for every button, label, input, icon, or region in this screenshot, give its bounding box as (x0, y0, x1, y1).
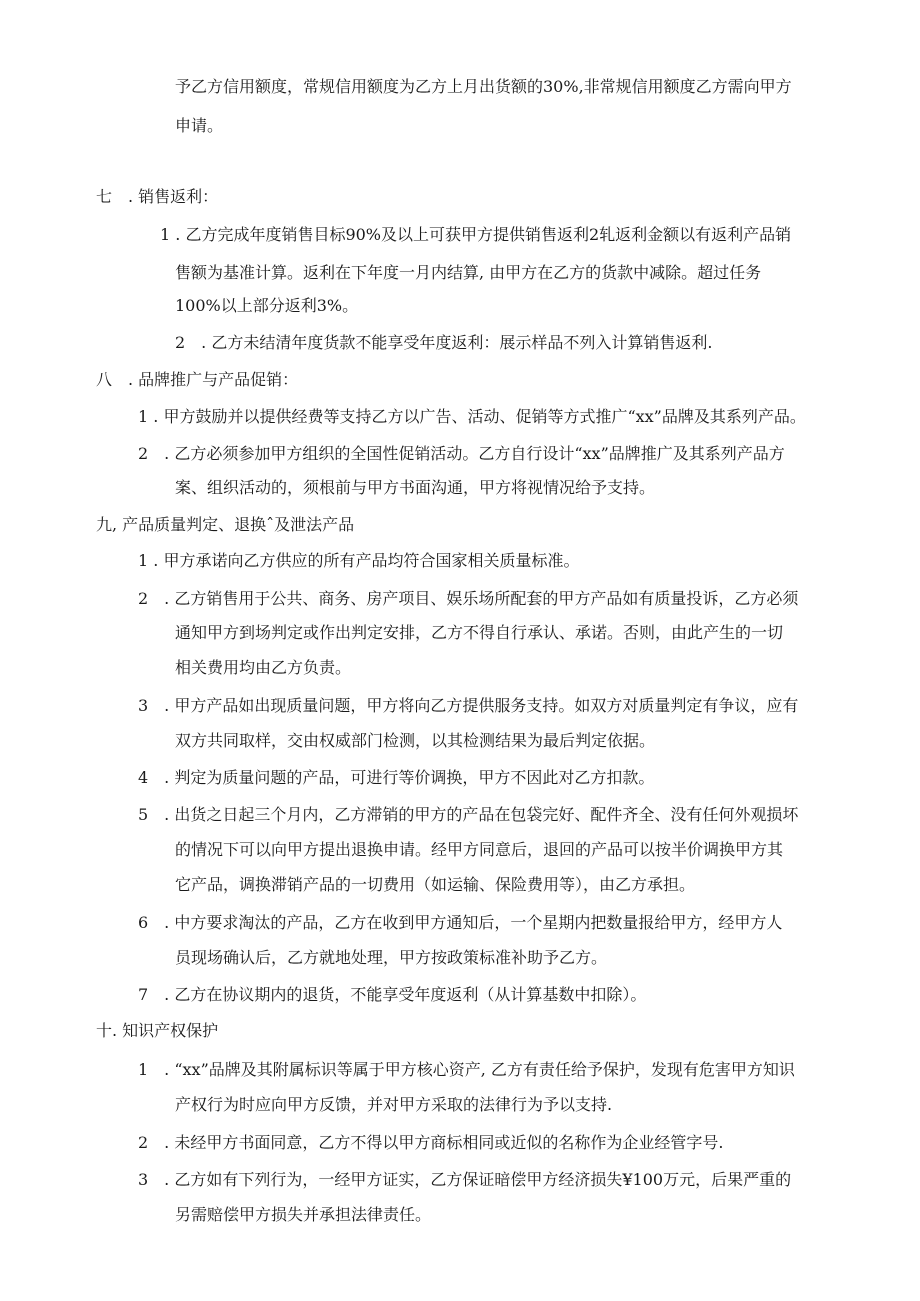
section-10-item-1-line-2: 产权行为时应向甲方反馈，并对甲方采取的法律行为予以支持. (175, 1095, 613, 1114)
section-7-heading: 七 . 销售返利： (96, 187, 219, 206)
section-9-item-7-line-1: 7 . 乙方在协议期内的退货，不能享受年度返利（从计算基数中扣除）。 (138, 985, 647, 1004)
section-9-item-5-line-3: 它产品，调换滞销产品的一切费用（如运输、保险费用等），由乙方承担。 (175, 875, 696, 894)
section-8-item-2-line-1: 2 . 乙方必须参加甲方组织的全国性促销活动。乙方自行设计“xx”品牌推广及其系列产品方 (138, 444, 785, 463)
section-9-item-5-line-2: 的情况下可以向甲方提出退换申请。经甲方同意后，退回的产品可以按半价调换甲方其 (175, 840, 784, 859)
section-8-item-2-line-2: 案、组织活动的，须根前与甲方书面沟通，甲方将视情况给予支持。 (175, 478, 656, 497)
section-9-item-3-line-2: 双方共同取样，交由权威部门检测，以其检测结果为最后判定依据。 (175, 731, 656, 750)
section-9-item-5-line-1: 5 . 出货之日起三个月内，乙方滞销的甲方的产品在包袋完好、配件齐全、没有任何外观损坏 (138, 805, 799, 824)
section-7-item-2-line-1: 2 . 乙方未结清年度货款不能享受年度返利：展示样品不列入计算销售返利. (175, 333, 713, 352)
section-10-item-3-line-2: 另需赔偿甲方损失并承担法律责任。 (175, 1205, 432, 1224)
section-9-item-2-line-3: 相关费用均由乙方负责。 (175, 658, 352, 677)
section-8-item-1-line-1: 1 . 甲方鼓励并以提供经费等支持乙方以广告、活动、促销等方式推广“xx”品牌及其系列产品。 (138, 407, 806, 426)
section-9-item-3-line-1: 3 . 甲方产品如出现质量问题，甲方将向乙方提供服务支持。如双方对质量判定有争议，应有 (138, 696, 799, 715)
section-10-item-3-line-1: 3 . 乙方如有下列行为，一经甲方证实，乙方保证暗偿甲方经济损失¥100万元，后果严重的 (138, 1170, 792, 1189)
section-9-item-4-line-1: 4 . 判定为质量问题的产品，可进行等价调换，甲方不因此对乙方扣款。 (138, 768, 655, 787)
section-8-heading: 八 . 品牌推广与产品促销： (96, 370, 299, 389)
section-9-item-2-line-2: 通知甲方到场判定或作出判定安排，乙方不得自行承认、承诺。否则，由此产生的一切 (175, 623, 784, 642)
section-9-item-1-line-1: 1 . 甲方承诺向乙方供应的所有产品均符合国家相关质量标准。 (138, 551, 580, 570)
section-9-item-6-line-1: 6 . 中方要求淘汰的产品，乙方在收到甲方通知后，一个星期内把数量报给甲方，经甲方人 (138, 913, 783, 932)
section-10-heading: 十. 知识产权保护 (96, 1021, 219, 1040)
section-7-item-1-line-2: 售额为基准计算。返利在下年度一月内结算, 由甲方在乙方的货款中减除。超过任务 (175, 263, 762, 282)
section-9-item-6-line-2: 员现场确认后，乙方就地处理，甲方按政策标准补助予乙方。 (175, 948, 608, 967)
intro-line-2: 申请。 (175, 116, 224, 135)
section-7-item-1-line-1: 1 . 乙方完成年度销售目标90%及以上可获甲方提供销售返利2轧返利金额以有返利产品销 (160, 225, 792, 244)
section-10-item-1-line-1: 1 . “xx”品牌及其附属标识等属于甲方核心资产, 乙方有责任给予保护，发现有危害甲方知识 (138, 1060, 795, 1079)
section-9-item-2-line-1: 2 . 乙方销售用于公共、商务、房产项目、娱乐场所配套的甲方产品如有质量投诉，乙方必须 (138, 589, 799, 608)
intro-line-1: 予乙方信用额度，常规信用额度为乙方上月出货额的30%,非常规信用额度乙方需向甲方 (175, 77, 792, 96)
section-10-item-2-line-1: 2 . 未经甲方书面同意，乙方不得以甲方商标相同或近似的名称作为企业经管字号. (138, 1133, 724, 1152)
section-9-heading: 九, 产品质量判定、退换ˆ及泄法产品 (96, 515, 355, 534)
section-7-item-1-line-3: 100%以上部分返利3%。 (175, 296, 359, 315)
